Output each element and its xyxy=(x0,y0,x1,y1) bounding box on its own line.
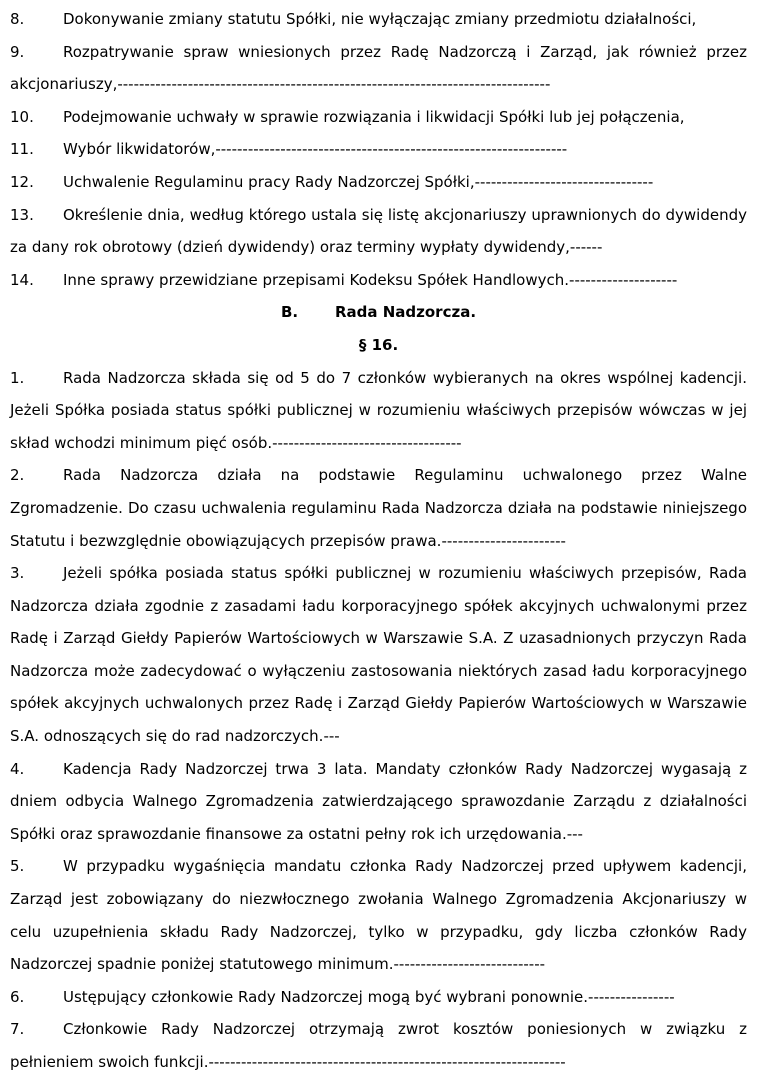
document-page xyxy=(10,3,747,1079)
item-number: 8. xyxy=(10,10,25,28)
item-text: Rada Nadzorcza działa na podstawie Regulaminu uchwalonego przez Walne Zgromadzenie. Do czasu uchwalenia regulaminu Rada Nadzorcza działa na podstawie niniejszego Statutu i bezwzględnie obowiązujących przepisów prawa.----------------------- xyxy=(10,466,747,550)
item-text: Ustępujący członkowie Rady Nadzorczej mogą być wybrani ponownie.---------------- xyxy=(63,987,675,1006)
item-text: Określenie dnia, według którego ustala się listę akcjonariuszy uprawnionych do dywidendy za dany rok obrotowy (dzień dywidendy) oraz terminy wypłaty dywidendy,------ xyxy=(10,205,747,257)
item-number: 5. xyxy=(10,857,25,876)
item-number: 1. xyxy=(10,368,25,387)
list-item xyxy=(10,36,747,101)
section-letter: B. xyxy=(280,303,299,322)
item-number: 13. xyxy=(10,205,34,224)
list-item xyxy=(10,459,747,557)
list-item xyxy=(10,264,747,297)
item-text: Jeżeli spółka posiada status spółki publicznej w rozumieniu właściwych przepisów, Rada Nadzorcza działa zgodnie z zasadami ładu korporacyjnego spółek akcyjnych uchwalonymi przez Radę i Zarząd Giełdy Papierów Wartościowych w Warszawie S.A. Z uzasadnionych przyczyn Rada Nadzorcza może zadecydować o wyłączeniu zastosowania niektórych zasad ładu korporacyjnego spółek akcyjnych uchwalonych przez Radę i Zarząd Giełdy Papierów Wartościowych w Warszawie S.A. odnoszących się do rad nadzorczych.--- xyxy=(10,564,747,746)
item-number: 9. xyxy=(10,42,25,61)
list-item xyxy=(10,981,747,1014)
general-meeting-powers-list xyxy=(10,3,747,296)
item-text: Dokonywanie zmiany statutu Spółki, nie wyłączając zmiany przedmiotu działalności, xyxy=(63,10,697,28)
list-item xyxy=(10,3,747,36)
list-item xyxy=(10,199,747,264)
item-number: 10. xyxy=(10,107,34,126)
item-text: Rozpatrywanie spraw wniesionych przez Radę Nadzorczą i Zarząd, jak również przez akcjonariuszy,-------------------------------------------------------------------------------- xyxy=(10,42,747,94)
item-text: Uchwalenie Regulaminu pracy Rady Nadzorczej Spółki,--------------------------------- xyxy=(63,172,654,191)
item-text: Rada Nadzorcza składa się od 5 do 7 członków wybieranych na okres wspólnej kadencji. Jeżeli Spółka posiada status spółki publicznej w rozumieniu właściwych przepisów wówczas w jej skład wchodzi minimum pięć osób.----------------------------------- xyxy=(10,368,747,452)
item-number: 3. xyxy=(10,564,25,583)
section-title: Rada Nadzorcza. xyxy=(334,303,477,322)
list-item xyxy=(10,753,747,851)
item-text: W przypadku wygaśnięcia mandatu członka Rady Nadzorczej przed upływem kadencji, Zarząd jest zobowiązany do niezwłocznego zwołania Walnego Zgromadzenia Akcjonariuszy w celu uzupełnienia składu Rady Nadzorczej, tylko w przypadku, gdy liczba członków Rady Nadzorczej spadnie poniżej statutowego minimum.---------------------------- xyxy=(10,857,747,974)
section-heading xyxy=(10,296,747,329)
item-number: 11. xyxy=(10,140,34,159)
item-text: Kadencja Rady Nadzorczej trwa 3 lata. Mandaty członków Rady Nadzorczej wygasają z dniem odbycia Walnego Zgromadzenia zatwierdzającego sprawozdanie Zarządu z działalności Spółki oraz sprawozdanie finansowe za ostatni pełny rok ich urzędowania.--- xyxy=(10,759,747,843)
item-text: Wybór likwidatorów,----------------------------------------------------------------- xyxy=(63,140,568,159)
list-item xyxy=(10,850,747,980)
item-text: Członkowie Rady Nadzorczej otrzymają zwrot kosztów poniesionych w związku z pełnieniem swoich funkcji.------------------------------------------------------------------ xyxy=(10,1020,747,1071)
list-item xyxy=(10,362,747,460)
item-text: Inne sprawy przewidziane przepisami Kodeksu Spółek Handlowych.-------------------- xyxy=(63,270,678,289)
paragraph-heading: § 16. xyxy=(358,335,399,354)
item-number: 4. xyxy=(10,759,25,778)
item-number: 2. xyxy=(10,466,25,485)
item-number: 7. xyxy=(10,1020,25,1039)
item-number: 14. xyxy=(10,270,34,289)
list-item xyxy=(10,166,747,199)
item-text: Podejmowanie uchwały w sprawie rozwiązania i likwidacji Spółki lub jej połączenia, xyxy=(63,107,685,126)
list-item xyxy=(10,133,747,166)
item-number: 12. xyxy=(10,172,34,191)
list-item xyxy=(10,557,747,753)
list-item xyxy=(10,1013,747,1078)
list-item xyxy=(10,101,747,134)
supervisory-board-list xyxy=(10,362,747,1079)
item-number: 6. xyxy=(10,987,25,1006)
